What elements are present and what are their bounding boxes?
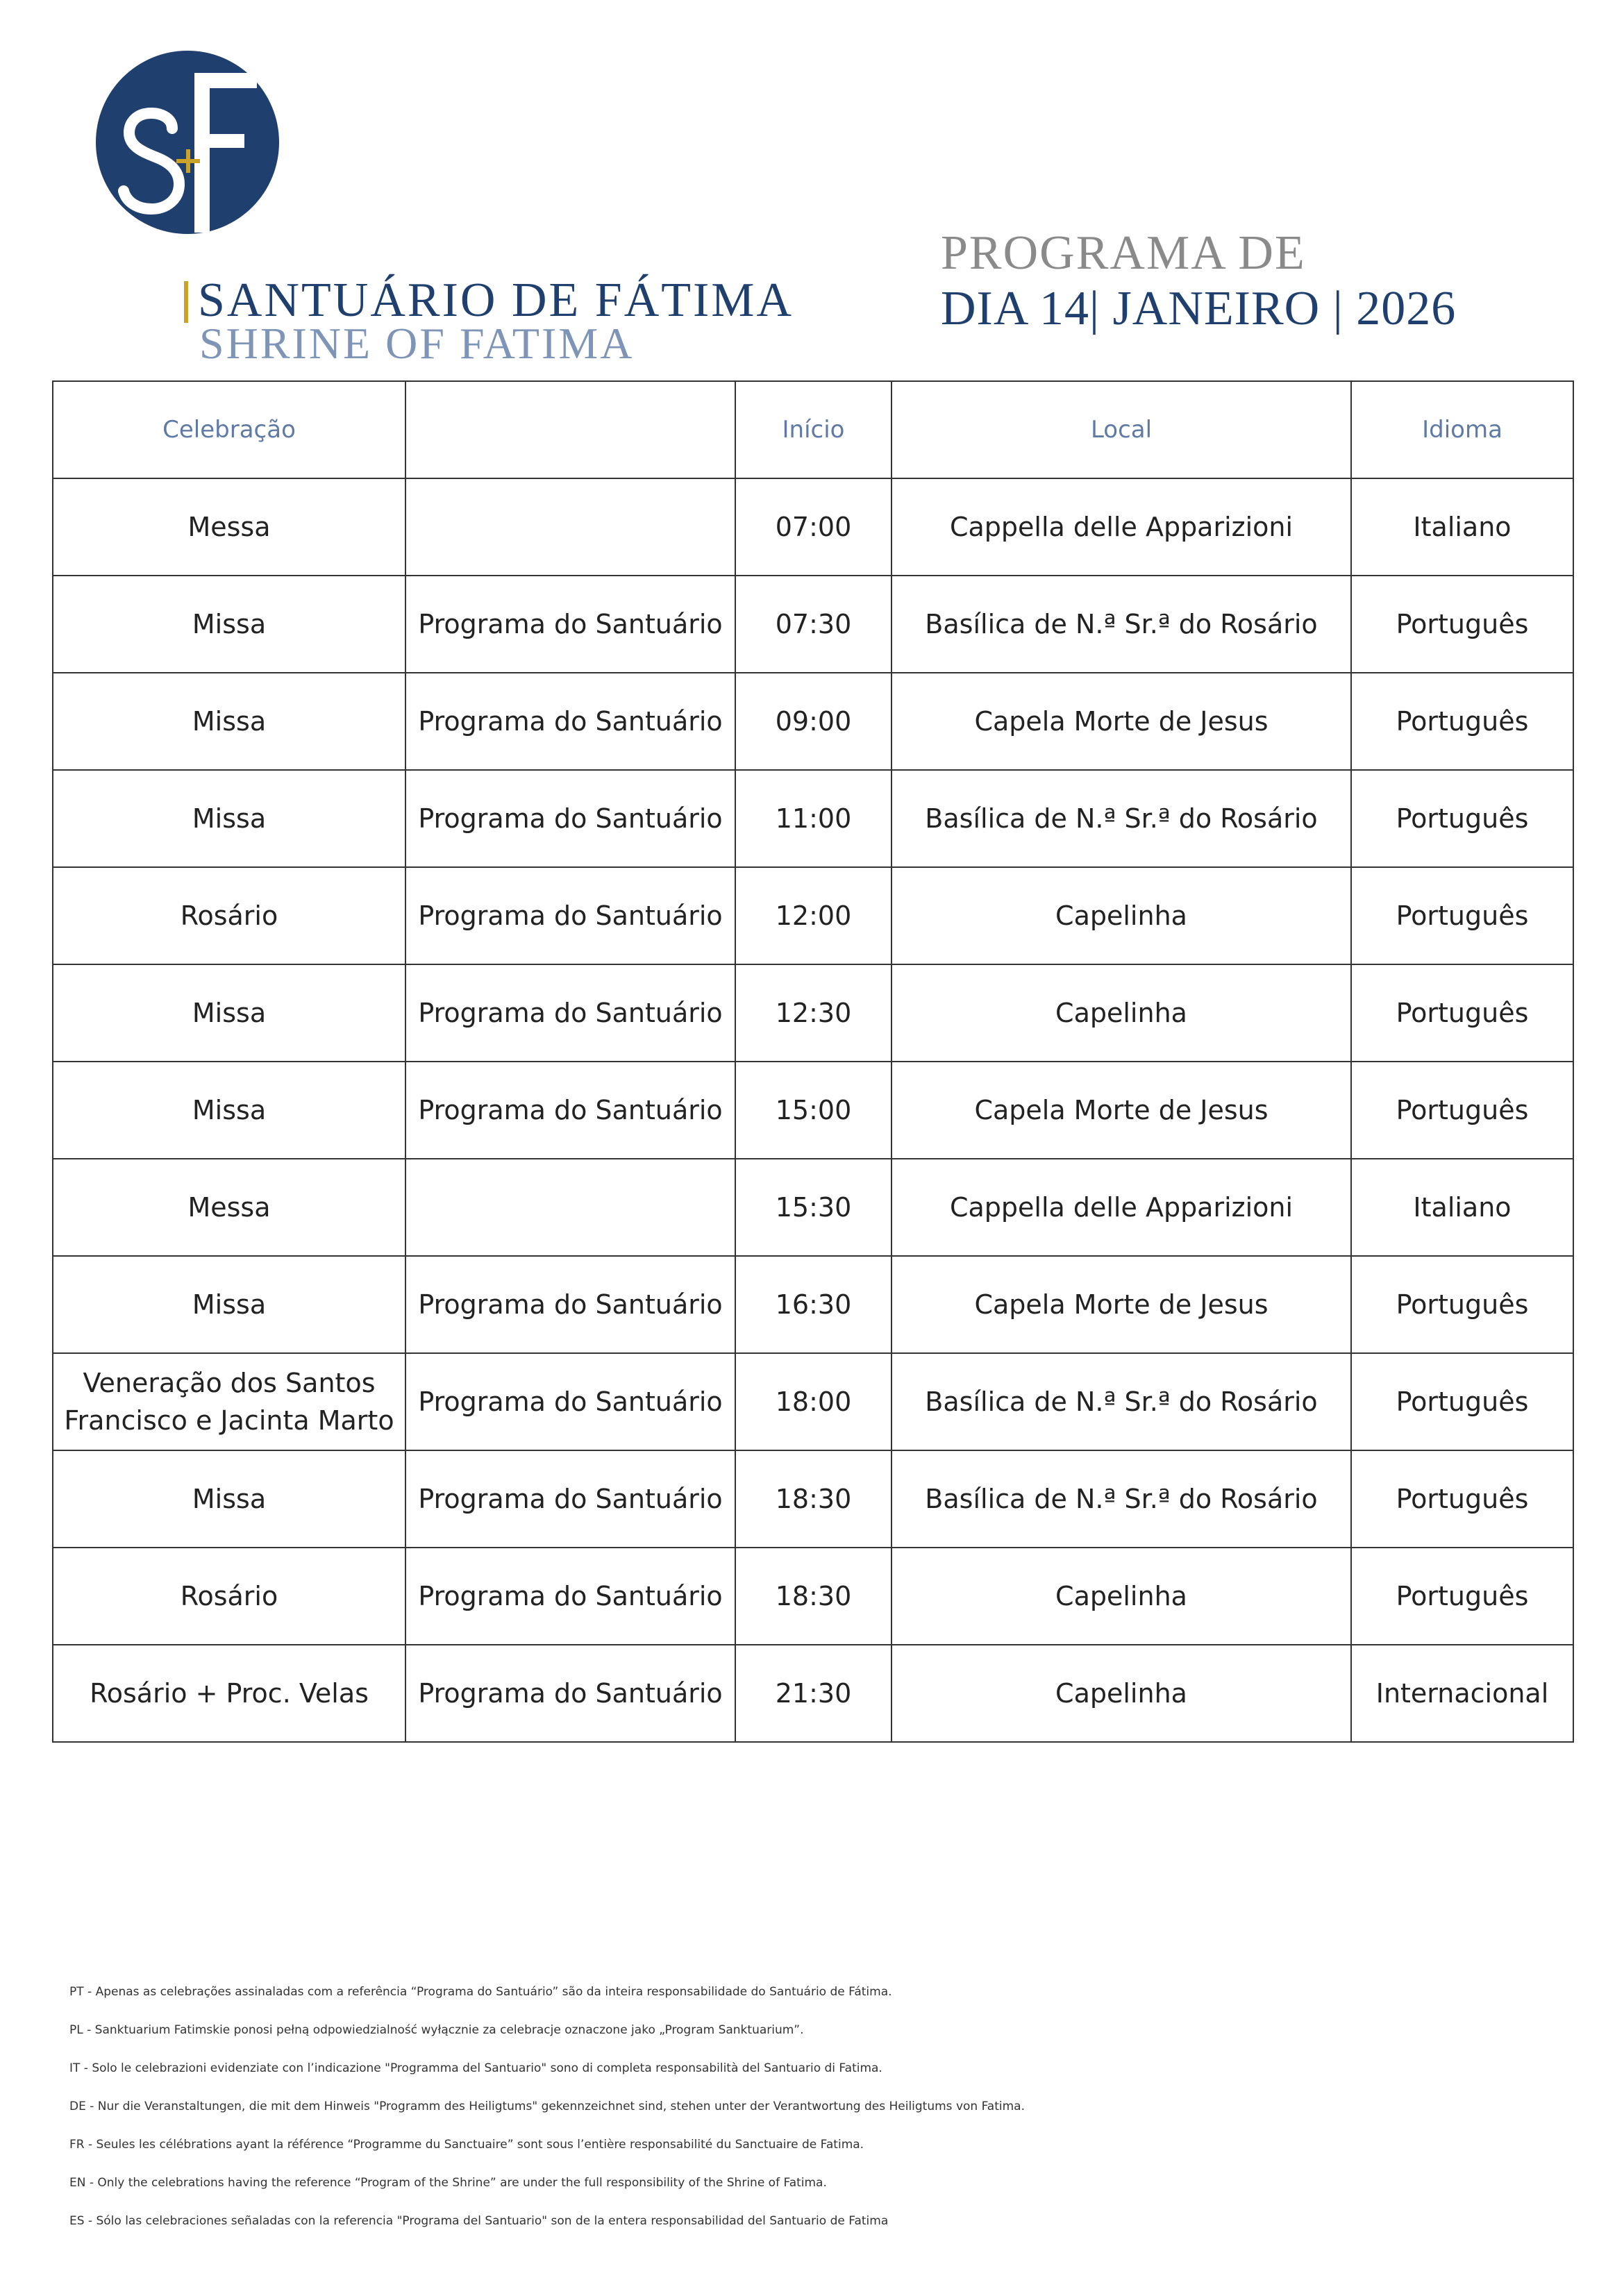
cell-celebration: Missa [53,1450,405,1548]
cell-start: 15:00 [735,1062,891,1159]
footnote-pt: PT - Apenas as celebrações assinaladas com a referência “Programa do Santuário” são da inteira responsabilidade do Santuário de Fátima. [69,1985,892,1999]
cell-program: Programa do Santuário [405,1548,735,1645]
cell-language: Português [1351,1353,1573,1450]
cell-language: Italiano [1351,1159,1573,1256]
cell-language: Português [1351,1062,1573,1159]
table-row [53,1256,1573,1353]
cell-location: Basílica de N.ª Sr.ª do Rosário [891,1353,1351,1450]
cell-language: Português [1351,1256,1573,1353]
cell-celebration: Rosário + Proc. Velas [53,1645,405,1742]
cell-program: Programa do Santuário [405,1353,735,1450]
header-program [405,381,735,478]
cell-location: Capela Morte de Jesus [891,673,1351,770]
cell-language: Português [1351,867,1573,964]
table-row [53,1353,1573,1450]
cell-celebration: Rosário [53,867,405,964]
cell-celebration: Missa [53,1256,405,1353]
schedule-table [52,380,1574,1743]
brand-name-pt: SANTUÁRIO DE FÁTIMA [198,274,794,327]
cell-location: Basílica de N.ª Sr.ª do Rosário [891,770,1351,867]
cell-start: 07:00 [735,478,891,576]
cell-celebration: Messa [53,478,405,576]
table-row [53,576,1573,673]
footnotes [69,1984,1025,2252]
cell-celebration: Rosário [53,1548,405,1645]
cell-celebration: Missa [53,964,405,1062]
cell-location: Basílica de N.ª Sr.ª do Rosário [891,1450,1351,1548]
cell-location: Cappella delle Apparizioni [891,478,1351,576]
cell-start: 09:00 [735,673,891,770]
cell-location: Capelinha [891,964,1351,1062]
cell-location: Capela Morte de Jesus [891,1256,1351,1353]
cell-celebration: Missa [53,673,405,770]
cell-program: Programa do Santuário [405,770,735,867]
table-row [53,478,1573,576]
cell-location: Capela Morte de Jesus [891,1062,1351,1159]
table-row [53,1645,1573,1742]
cell-location: Basílica de N.ª Sr.ª do Rosário [891,576,1351,673]
cell-celebration: Veneração dos Santos Francisco e Jacinta Marto [53,1353,405,1450]
cell-program: Programa do Santuário [405,1062,735,1159]
cell-language: Internacional [1351,1645,1573,1742]
cell-program [405,1159,735,1256]
cell-start: 18:00 [735,1353,891,1450]
cell-location: Cappella delle Apparizioni [891,1159,1351,1256]
brand-divider [184,281,188,323]
table-row [53,1548,1573,1645]
table-header-row [53,381,1573,478]
header-location: Local [891,381,1351,478]
cell-celebration: Missa [53,770,405,867]
cell-celebration: Missa [53,1062,405,1159]
cell-start: 12:30 [735,964,891,1062]
cell-celebration: Messa [53,1159,405,1256]
cell-program: Programa do Santuário [405,867,735,964]
brand-name-en: SHRINE OF FATIMA [199,319,635,368]
cell-language: Português [1351,576,1573,673]
footnote-it: IT - Solo le celebrazioni evidenziate con l’indicazione "Programma del Santuario" sono di completa responsabilità del Santuario di Fatima. [69,2061,882,2075]
cell-celebration: Missa [53,576,405,673]
cell-start: 11:00 [735,770,891,867]
cell-start: 16:30 [735,1256,891,1353]
cell-start: 15:30 [735,1159,891,1256]
cell-language: Português [1351,964,1573,1062]
cell-program: Programa do Santuário [405,576,735,673]
header-start: Início [735,381,891,478]
cell-start: 18:30 [735,1450,891,1548]
footnote-de: DE - Nur die Veranstaltungen, die mit dem Hinweis "Programm des Heiligtums" gekennzeichnet sind, stehen unter der Verantwortung des Heiligtums von Fatima. [69,2100,1025,2113]
cell-location: Capelinha [891,867,1351,964]
table-row [53,770,1573,867]
cell-program [405,478,735,576]
program-date: DIA 14| JANEIRO | 2026 [941,282,1457,335]
cell-language: Italiano [1351,478,1573,576]
table-row [53,867,1573,964]
cell-start: 07:30 [735,576,891,673]
table-row [53,1062,1573,1159]
footnote-pl: PL - Sanktuarium Fatimskie ponosi pełną odpowiedzialność wyłącznie za celebracje oznaczone jako „Program Sanktuarium”. [69,2023,804,2037]
cell-program: Programa do Santuário [405,1645,735,1742]
header-language: Idioma [1351,381,1573,478]
cell-language: Português [1351,770,1573,867]
program-title: PROGRAMA DE [941,226,1306,280]
cell-language: Português [1351,673,1573,770]
sf-monogram-icon [90,45,299,253]
cell-language: Português [1351,1548,1573,1645]
footnote-es: ES - Sólo las celebraciones señaladas con la referencia "Programa del Santuario" son de la entera responsabilidad del Santuario de Fatima [69,2214,889,2228]
table-row [53,673,1573,770]
footnote-fr: FR - Seules les célébrations ayant la référence “Programme du Sanctuaire” sont sous l’entière responsabilité du Sanctuaire de Fatima. [69,2138,864,2152]
table-row [53,1450,1573,1548]
cell-start: 21:30 [735,1645,891,1742]
cell-program: Programa do Santuário [405,1450,735,1548]
header-celebration: Celebração [53,381,405,478]
table-row [53,1159,1573,1256]
cell-location: Capelinha [891,1548,1351,1645]
cell-location: Capelinha [891,1645,1351,1742]
footnote-en: EN - Only the celebrations having the reference “Program of the Shrine” are under the full responsibility of the Shrine of Fatima. [69,2176,827,2190]
cell-program: Programa do Santuário [405,673,735,770]
sanctuary-logo [90,45,794,368]
cell-program: Programa do Santuário [405,964,735,1062]
cell-start: 12:00 [735,867,891,964]
table-row [53,964,1573,1062]
cell-program: Programa do Santuário [405,1256,735,1353]
cell-start: 18:30 [735,1548,891,1645]
cell-language: Português [1351,1450,1573,1548]
